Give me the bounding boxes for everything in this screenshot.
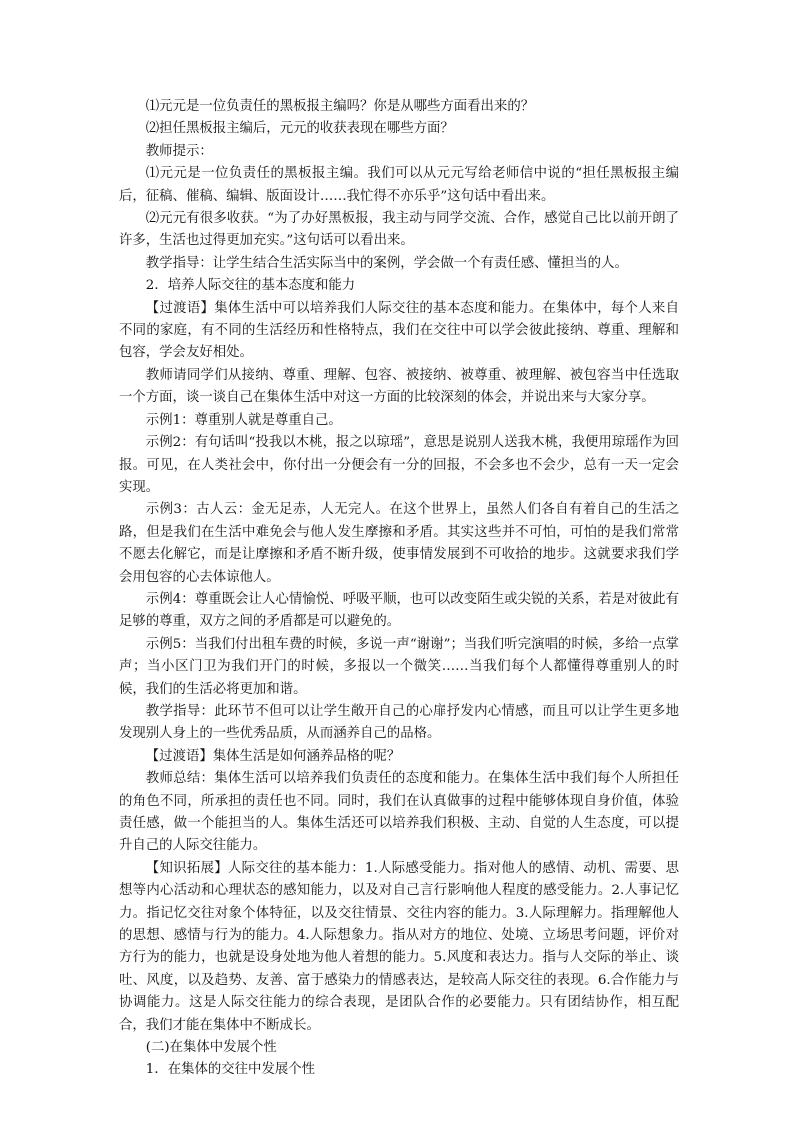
teaching-guidance-2: 教学指导：此环节不但可以让学生敞开自己的心扉抒发内心情感，而且可以让学生更多地发现别人身上的一些优秀品质，从而涵养自己的品格。 (119, 703, 679, 742)
document-page (119, 96, 679, 1082)
transition-paragraph-1: 【过渡语】集体生活中可以培养我们人际交往的基本态度和能力。在集体中，每个人来自不同的家庭，有不同的生活经历和性格特点，我们在交往中可以学会彼此接纳、尊重、理解和包容，学会友好相处。 (119, 300, 679, 361)
teaching-guidance-1: 教学指导：让学生结合生活实际当中的案例，学会做一个有责任感、懂担当的人。 (145, 255, 628, 271)
knowledge-extension: 【知识拓展】人际交往的基本能力：1.人际感受能力。指对他人的感情、动机、需要、思想等内心活动和心理状态的感知能力，以及对自己言行影响他人程度的感受能力。2.人事记忆力。指记忆交往对象个体特征，以及交往情景、交往内容的能力。3.人际理解力。指理解他人的思想、感情与行为的能力。4.人际想象力。指从对方的地位、处境、立场思考问题，评价对方行为的能力，也就是设身处地为他人着想的能力。5.风度和表达力。指与人交际的举止、谈吐、风度，以及趋势、友善、富于感染力的情感表达，是较高人际交往的表现。6.合作能力与协调能力。这是人际交往能力的综合表现，是团队合作的必要能力。只有团结协作，相互配合，我们才能在集体中不断成长。 (119, 860, 679, 1033)
section-heading-part-2: (二)在集体中发展个性 (145, 1040, 277, 1056)
question-1: ⑴元元是一位负责任的黑板报主编吗？你是从哪些方面看出来的？ (145, 99, 535, 114)
subsection-heading-1: 1．在集体的交往中发展个性 (145, 1062, 316, 1078)
hint-answer-2: ⑵元元有很多收获。“为了办好黑板报，我主动与同学交流、合作，感觉自己比以前开朗了许多，生活也过得更加充实。”这句话可以看出来。 (119, 211, 679, 249)
teacher-activity: 教师请同学们从接纳、尊重、理解、包容、被接纳、被尊重、被理解、被包容当中任选取一个方面，谈一谈自己在集体生活中对这一方面的比较深刻的体会，并说出来与大家分享。 (119, 367, 679, 406)
example-2: 示例2：有句话叫“投我以木桃，报之以琼瑶”，意思是说别人送我木桃，我便用琼瑶作为回报。可见，在人类社会中，你付出一分便会有一分的回报，不会多也不会少，总有一天一定会实现。 (119, 435, 679, 495)
example-4: 示例4：尊重既会让人心情愉悦、呼吸平顺，也可以改变陌生或尖锐的关系，若是对彼此有足够的尊重，双方之间的矛盾都是可以避免的。 (119, 591, 679, 630)
example-1: 示例1：尊重别人就是尊重自己。 (145, 412, 342, 428)
teacher-summary: 教师总结：集体生活可以培养我们负责任的态度和能力。在集体生活中我们每个人所担任的角色不同，所承担的责任也不同。同时，我们在认真做事的过程中能够体现自身价值，体验责任感，做一个能担当的人。集体生活还可以培养我们积极、主动、自觉的人生态度，可以提升自己的人际交往能力。 (119, 771, 679, 854)
hint-answer-1: ⑴元元是一位负责任的黑板报主编。我们可以从元元写给老师信中说的“担任黑板报主编后，征稿、催稿、编辑、版面设计……我忙得不亦乐乎”这句话中看出来。 (119, 166, 679, 204)
question-2: ⑵担任黑板报主编后，元元的收获表现在哪些方面？ (145, 121, 454, 137)
example-5: 示例5：当我们付出租车费的时候，多说一声“谢谢”；当我们听完演唱的时候，多给一点掌声；当小区门卫为我们开门的时候，多报以一个微笑……当我们每个人都懂得尊重别人的时候，我们的生活必将更加和谐。 (119, 636, 679, 697)
section-heading-2: 2．培养人际交往的基本态度和能力 (145, 278, 356, 294)
transition-paragraph-2: 【过渡语】集体生活是如何涵养品格的呢？ (145, 748, 401, 764)
example-3: 示例3：古人云：金无足赤，人无完人。在这个世界上，虽然人们各自有着自己的生活之路，但是我们在生活中难免会与他人发生摩擦和矛盾。其实这些并不可怕，可怕的是我们常常不愿去化解它，而是让摩擦和矛盾不断升级，使事情发展到不可收拾的地步。这就要求我们学会用包容的心去体谅他人。 (119, 502, 679, 585)
teacher-hint-heading: 教师提示： (145, 143, 213, 159)
